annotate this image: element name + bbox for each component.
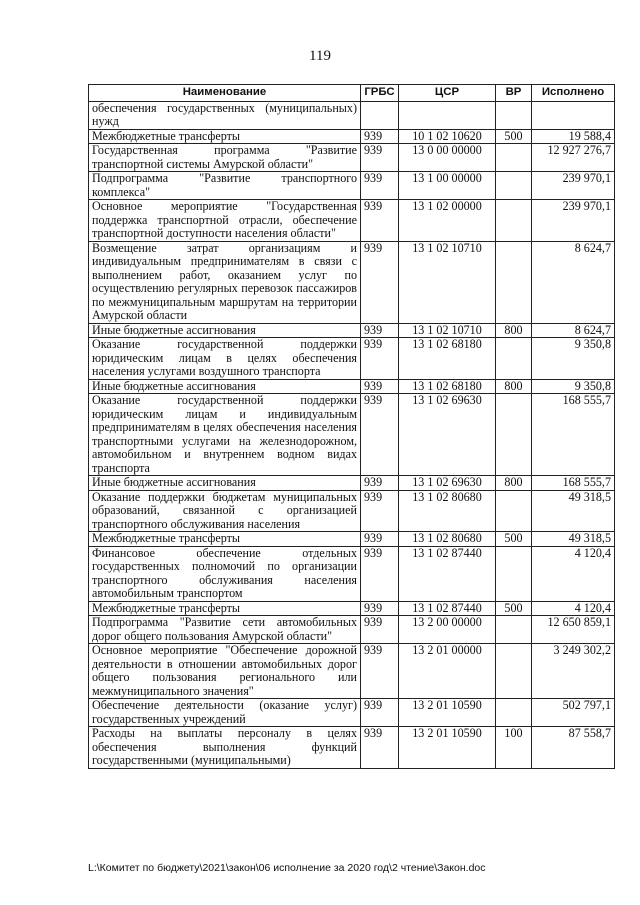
- cell-amount: 49 318,5: [532, 532, 615, 547]
- page-number: 119: [309, 48, 331, 64]
- table-row: [89, 727, 615, 769]
- cell-name: Государственная программа "Развитие транспортной системы Амурской области": [89, 144, 361, 172]
- cell-amount: 12 927 276,7: [532, 144, 615, 172]
- cell-vr: [496, 644, 532, 699]
- table-row: [89, 144, 615, 172]
- cell-csr: 13 2 00 00000: [399, 616, 496, 644]
- table-row: [89, 546, 615, 601]
- table-row: [89, 476, 615, 491]
- cell-grbs: 939: [361, 379, 399, 394]
- cell-vr: [496, 241, 532, 323]
- cell-name: Иные бюджетные ассигнования: [89, 323, 361, 338]
- cell-vr: [496, 144, 532, 172]
- table-row: [89, 338, 615, 380]
- cell-csr: 13 1 02 87440: [399, 546, 496, 601]
- cell-csr: 13 2 01 10590: [399, 727, 496, 769]
- budget-table: [88, 84, 615, 769]
- cell-vr: 800: [496, 323, 532, 338]
- cell-name: Подпрограмма "Развитие сети автомобильных дорог общего пользования Амурской области": [89, 616, 361, 644]
- cell-name: Расходы на выплаты персоналу в целях обеспечения выполнения функций государственными (муниципальными): [89, 727, 361, 769]
- table-row: [89, 101, 615, 129]
- cell-csr: 13 1 02 69630: [399, 394, 496, 476]
- cell-name: Основное мероприятие "Государственная поддержка транспортной отрасли, обеспечение транспортной доступности населения области": [89, 200, 361, 242]
- cell-csr: 13 0 00 00000: [399, 144, 496, 172]
- table-row: [89, 394, 615, 476]
- cell-amount: 239 970,1: [532, 200, 615, 242]
- cell-grbs: 939: [361, 699, 399, 727]
- cell-grbs: 939: [361, 338, 399, 380]
- table-row: [89, 601, 615, 616]
- cell-csr: 13 1 02 68180: [399, 379, 496, 394]
- cell-amount: 9 350,8: [532, 379, 615, 394]
- cell-grbs: 939: [361, 323, 399, 338]
- cell-amount: 502 797,1: [532, 699, 615, 727]
- cell-name: Иные бюджетные ассигнования: [89, 476, 361, 491]
- cell-csr: 13 1 02 10710: [399, 323, 496, 338]
- cell-grbs: 939: [361, 532, 399, 547]
- cell-grbs: 939: [361, 644, 399, 699]
- cell-vr: [496, 200, 532, 242]
- column-header-csr: ЦСР: [399, 85, 496, 102]
- table-row: [89, 699, 615, 727]
- table-row: [89, 616, 615, 644]
- cell-name: Основное мероприятие "Обеспечение дорожной деятельности в отношении автомобильных дорог общего пользования регионального или межмуниципального значения": [89, 644, 361, 699]
- cell-name: Оказание государственной поддержки юридическим лицам в целях обеспечения населения услугами воздушного транспорта: [89, 338, 361, 380]
- cell-name: Подпрограмма "Развитие транспортного комплекса": [89, 172, 361, 200]
- cell-csr: 13 1 00 00000: [399, 172, 496, 200]
- column-header-vr: ВР: [496, 85, 532, 102]
- cell-amount: 9 350,8: [532, 338, 615, 380]
- cell-vr: 100: [496, 727, 532, 769]
- cell-grbs: 939: [361, 394, 399, 476]
- column-header-amount: Исполнено: [532, 85, 615, 102]
- cell-name: обеспечения государственных (муниципальных) нужд: [89, 101, 361, 129]
- cell-amount: 87 558,7: [532, 727, 615, 769]
- cell-vr: [496, 338, 532, 380]
- table-row: [89, 490, 615, 532]
- cell-vr: [496, 546, 532, 601]
- cell-grbs: 939: [361, 490, 399, 532]
- cell-name: Межбюджетные трансферты: [89, 601, 361, 616]
- cell-csr: 13 1 02 68180: [399, 338, 496, 380]
- table-row: [89, 532, 615, 547]
- cell-csr: 13 1 02 00000: [399, 200, 496, 242]
- cell-vr: 800: [496, 476, 532, 491]
- cell-vr: [496, 616, 532, 644]
- cell-amount: 49 318,5: [532, 490, 615, 532]
- table-row: [89, 379, 615, 394]
- table-body: [89, 101, 615, 768]
- cell-amount: 12 650 859,1: [532, 616, 615, 644]
- cell-amount: 4 120,4: [532, 546, 615, 601]
- cell-grbs: [361, 101, 399, 129]
- cell-grbs: 939: [361, 200, 399, 242]
- cell-grbs: 939: [361, 172, 399, 200]
- column-header-name: Наименование: [89, 85, 361, 102]
- file-path-footer: L:\Комитет по бюджету\2021\закон\06 исполнение за 2020 год\2 чтение\Закон.doc: [88, 862, 486, 874]
- cell-amount: 8 624,7: [532, 241, 615, 323]
- cell-vr: 500: [496, 129, 532, 144]
- cell-amount: 3 249 302,2: [532, 644, 615, 699]
- cell-vr: [496, 172, 532, 200]
- cell-amount: 168 555,7: [532, 476, 615, 491]
- cell-name: Иные бюджетные ассигнования: [89, 379, 361, 394]
- cell-vr: [496, 394, 532, 476]
- cell-amount: [532, 101, 615, 129]
- cell-amount: 168 555,7: [532, 394, 615, 476]
- cell-csr: 13 2 01 10590: [399, 699, 496, 727]
- cell-csr: 13 1 02 69630: [399, 476, 496, 491]
- cell-name: Межбюджетные трансферты: [89, 532, 361, 547]
- cell-name: Обеспечение деятельности (оказание услуг) государственных учреждений: [89, 699, 361, 727]
- cell-csr: 13 1 02 80680: [399, 490, 496, 532]
- column-header-grbs: ГРБС: [361, 85, 399, 102]
- cell-vr: 800: [496, 379, 532, 394]
- table-row: [89, 172, 615, 200]
- cell-name: Возмещение затрат организациям и индивидуальным предпринимателям в связи с выполнением работ, оказанием услуг по осуществлению регулярных перевозок пассажиров по межмуниципальным маршрутам на территории Амурской области: [89, 241, 361, 323]
- cell-csr: [399, 101, 496, 129]
- table-row: [89, 323, 615, 338]
- cell-amount: 4 120,4: [532, 601, 615, 616]
- cell-vr: 500: [496, 532, 532, 547]
- cell-vr: 500: [496, 601, 532, 616]
- cell-amount: 19 588,4: [532, 129, 615, 144]
- table-row: [89, 200, 615, 242]
- table-header-row: [89, 85, 615, 102]
- cell-vr: [496, 490, 532, 532]
- cell-vr: [496, 101, 532, 129]
- cell-amount: 239 970,1: [532, 172, 615, 200]
- cell-csr: 13 1 02 87440: [399, 601, 496, 616]
- cell-csr: 13 1 02 80680: [399, 532, 496, 547]
- cell-name: Оказание поддержки бюджетам муниципальных образований, связанной с организацией транспортного обслуживания населения: [89, 490, 361, 532]
- cell-name: Финансовое обеспечение отдельных государственных полномочий по организации транспортного обслуживания населения автомобильным транспортом: [89, 546, 361, 601]
- cell-amount: 8 624,7: [532, 323, 615, 338]
- cell-vr: [496, 699, 532, 727]
- cell-grbs: 939: [361, 601, 399, 616]
- table-row: [89, 644, 615, 699]
- cell-grbs: 939: [361, 129, 399, 144]
- cell-csr: 10 1 02 10620: [399, 129, 496, 144]
- cell-grbs: 939: [361, 144, 399, 172]
- cell-csr: 13 2 01 00000: [399, 644, 496, 699]
- cell-grbs: 939: [361, 546, 399, 601]
- table-row: [89, 129, 615, 144]
- cell-grbs: 939: [361, 616, 399, 644]
- cell-name: Оказание государственной поддержки юридическим лицам и индивидуальным предпринимателям в целях обеспечения населения транспортными услугами на железнодорожном, автомобильном и внутреннем водном видах транспорта: [89, 394, 361, 476]
- cell-name: Межбюджетные трансферты: [89, 129, 361, 144]
- cell-grbs: 939: [361, 727, 399, 769]
- cell-csr: 13 1 02 10710: [399, 241, 496, 323]
- cell-grbs: 939: [361, 241, 399, 323]
- cell-grbs: 939: [361, 476, 399, 491]
- table-row: [89, 241, 615, 323]
